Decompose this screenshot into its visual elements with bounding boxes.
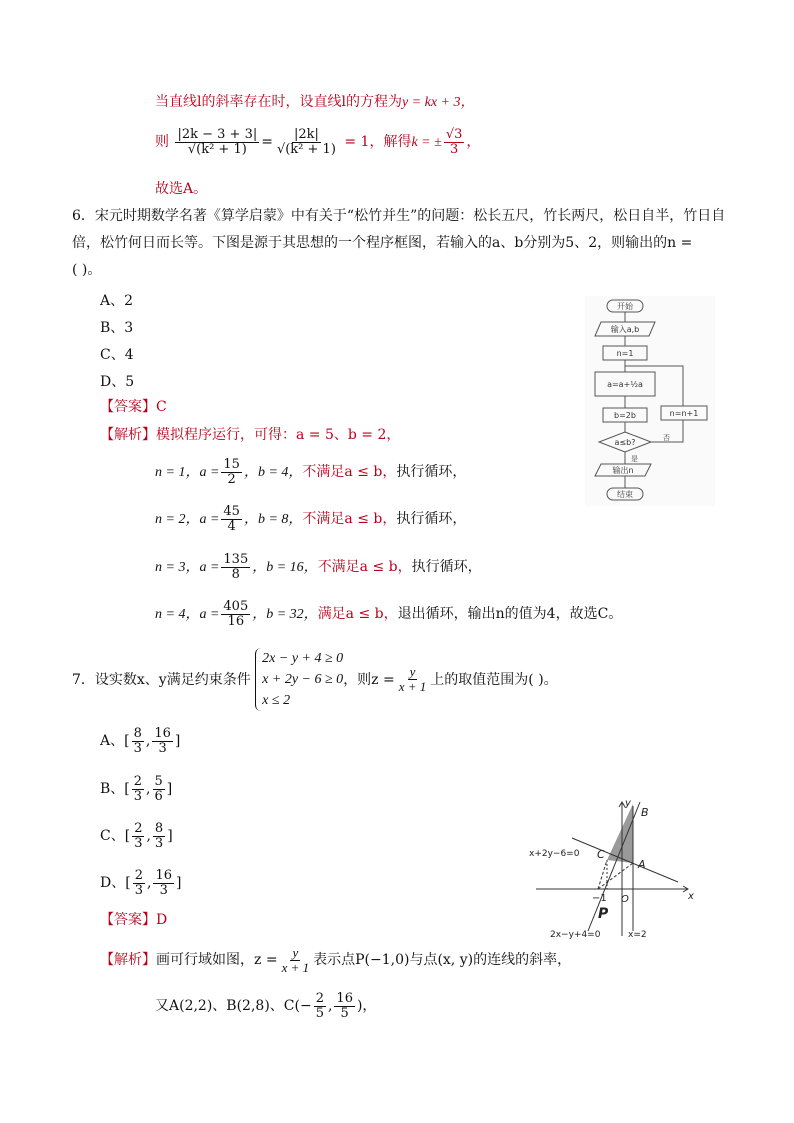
hi-num: 16 bbox=[154, 726, 171, 741]
flow-end: 结束 bbox=[617, 490, 633, 499]
line3-label: x=2 bbox=[628, 930, 647, 940]
q7-analysis-den: x + 1 bbox=[281, 959, 310, 975]
lo-den: 3 bbox=[134, 882, 143, 898]
flow-update-a: a=a+½a bbox=[607, 380, 643, 389]
q7-analysis-frac bbox=[280, 946, 312, 974]
step-num: 15 bbox=[223, 457, 240, 472]
q7-analysis bbox=[100, 946, 571, 974]
q7-constraints bbox=[255, 648, 343, 711]
q6-analysis-intro: 模拟程序运行，可得：a = 5、b = 2， bbox=[156, 427, 401, 443]
q7-z-num: y bbox=[409, 664, 416, 680]
flowchart-svg bbox=[585, 296, 715, 506]
lo-num: 8 bbox=[133, 726, 142, 741]
c-y-den: 5 bbox=[340, 1005, 349, 1021]
point-a-label: A bbox=[638, 858, 646, 871]
step-act: 执行循环， bbox=[411, 559, 482, 576]
q7-stem bbox=[72, 648, 558, 711]
c-x-num: 2 bbox=[315, 991, 324, 1006]
prev-frac1-den: √(k² + 1) bbox=[187, 141, 247, 157]
step-frac bbox=[221, 505, 242, 533]
q6-step-1 bbox=[155, 458, 466, 486]
hi-num: 8 bbox=[154, 821, 164, 836]
q7-points: 又A(2,2)、B(2,8)、C(− $\frac{2}{5}$ , $\frac{16}{5}$ )， bbox=[155, 991, 377, 1021]
step-frac bbox=[221, 458, 242, 486]
step-act: 退出循环，输出n的值为4，故选C。 bbox=[397, 606, 623, 623]
x-axis-label: x bbox=[688, 891, 694, 902]
line2-label: 2x−y+4=0 bbox=[550, 930, 601, 940]
step-den: 2 bbox=[227, 471, 236, 487]
q6-text-line2: 倍，松竹何日而长等。下图是源于其思想的一个程序框图，若输入的a、b分别为5、2，则输出的n = bbox=[72, 235, 693, 251]
prev-k-expr: k = ± bbox=[411, 135, 442, 151]
point-c-label: C bbox=[597, 848, 605, 861]
flow-cond: a≤b? bbox=[614, 438, 636, 447]
c-y-num: 16 bbox=[336, 991, 353, 1006]
step-den: 8 bbox=[231, 566, 240, 582]
step-num: 405 bbox=[223, 599, 249, 614]
hi-den: 6 bbox=[154, 788, 163, 804]
q7-analysis-label: 【解析】 bbox=[100, 952, 156, 969]
step-num: 135 bbox=[223, 552, 249, 567]
step-n: n = 3，a = bbox=[155, 560, 220, 576]
prev-line1-text: 当直线l的斜率存在时，设直线l的方程为 bbox=[155, 94, 402, 110]
graph-svg bbox=[528, 796, 700, 941]
flow-no: 否 bbox=[663, 434, 670, 442]
q6-text-line1: 6．宋元时期数学名著《算学启蒙》中有关于“松竹并生”的问题：松长五尺，竹长两尺，松日自半，竹日自 bbox=[72, 208, 726, 224]
option-label: A、 bbox=[100, 733, 125, 750]
step-b: ，b = 16， bbox=[252, 560, 318, 576]
step-act: 执行循环， bbox=[396, 511, 467, 528]
point-b-label: B bbox=[641, 806, 649, 819]
q7-points-end: )， bbox=[356, 998, 377, 1015]
prev-line1 bbox=[155, 94, 475, 112]
q6-answer-label: 【答案】 bbox=[100, 399, 156, 415]
step-cond: 不满足a ≤ b， bbox=[302, 511, 397, 528]
prev-line2: 则 $\frac{|2k - 3 + 3|}{\text{√(k² + 1)}}$ = $\frac{|2k|}{\text{√(k² + 1)}}$ = 1，解得k = ± $\frac{√3}{3}$ ， bbox=[155, 127, 481, 157]
q7-answer-value: D bbox=[156, 912, 168, 928]
prev-frac2-den: √(k² + 1) bbox=[276, 141, 336, 157]
option-hi bbox=[153, 822, 165, 850]
step-b: ，b = 8， bbox=[243, 512, 303, 528]
q7-suffix: 上的取值范围为( )。 bbox=[430, 671, 558, 688]
step-den: 16 bbox=[227, 613, 245, 629]
q7-option-b: B、[ $\frac{2}{3}$ , $\frac{5}{6}$ ] bbox=[100, 774, 173, 804]
q7-z-den: x + 1 bbox=[398, 679, 427, 694]
step-cond: 不满足a ≤ b， bbox=[302, 464, 397, 481]
prev-frac2-num: |2k| bbox=[293, 127, 319, 142]
c-y-frac bbox=[334, 992, 355, 1020]
flow-incr: n=n+1 bbox=[669, 409, 699, 418]
prev-conclusion: 故选A。 bbox=[155, 181, 208, 197]
step-frac bbox=[221, 600, 250, 628]
step-cond: 不满足a ≤ b， bbox=[317, 559, 412, 576]
option-hi bbox=[153, 869, 174, 897]
prev-frac1 bbox=[175, 128, 259, 156]
feasible-region-graph bbox=[528, 796, 700, 941]
line-pa bbox=[598, 863, 633, 889]
prev-line1-eq: y = kx + 3， bbox=[401, 95, 475, 110]
q6-option-c: C、4 bbox=[100, 347, 134, 363]
option-label: C、 bbox=[100, 828, 125, 845]
prev-frac2 bbox=[275, 128, 338, 156]
prev-end-punct: ， bbox=[466, 134, 481, 151]
step-cond: 满足a ≤ b， bbox=[317, 606, 398, 623]
step-n: n = 2，a = bbox=[155, 512, 220, 528]
lo-den: 3 bbox=[133, 740, 142, 756]
c-x-frac bbox=[314, 992, 326, 1020]
option-lo bbox=[132, 727, 144, 755]
option-label: D、 bbox=[100, 875, 126, 892]
lo-den: 3 bbox=[134, 835, 143, 851]
y-axis-label: y bbox=[625, 798, 631, 809]
step-n: n = 4，a = bbox=[155, 607, 220, 623]
q6-step-3 bbox=[155, 553, 482, 581]
step-n: n = 1，a = bbox=[155, 465, 220, 481]
flow-update-b: b=2b bbox=[614, 411, 636, 420]
line-2xy4 bbox=[588, 802, 640, 931]
q6-analysis-label: 【解析】 bbox=[100, 427, 156, 443]
hi-num: 5 bbox=[154, 774, 163, 789]
line-pc bbox=[598, 860, 607, 889]
origin-label: O bbox=[621, 894, 629, 905]
hi-num: 16 bbox=[155, 868, 172, 883]
point-p-label: P bbox=[598, 906, 609, 922]
q6-analysis bbox=[100, 427, 400, 444]
step-b: ，b = 32， bbox=[252, 607, 318, 623]
q7-points-a: 又A(2,2)、B(2,8)、C(− bbox=[155, 998, 312, 1015]
prev-line2-prefix: 则 bbox=[155, 134, 169, 151]
q6-option-a: A、2 bbox=[100, 293, 134, 309]
q6-step-2 bbox=[155, 505, 466, 533]
hi-den: 3 bbox=[158, 740, 167, 756]
option-lo bbox=[133, 869, 145, 897]
constraint-2: x + 2y − 6 ≥ 0 bbox=[262, 672, 344, 687]
option-hi bbox=[153, 775, 165, 803]
option-label: B、 bbox=[100, 781, 125, 798]
option-lo bbox=[132, 775, 144, 803]
prev-k-den: 3 bbox=[449, 141, 459, 157]
q6-answer-value: C bbox=[156, 399, 167, 415]
q6-text-line3: ( )。 bbox=[72, 262, 102, 278]
flow-output: 输出n bbox=[612, 466, 634, 475]
prev-eq-tail: = 1，解得 bbox=[344, 134, 412, 151]
hi-den: 3 bbox=[154, 835, 164, 851]
q7-z-frac bbox=[397, 665, 429, 693]
prev-frac1-num: |2k − 3 + 3| bbox=[177, 127, 258, 142]
step-frac bbox=[221, 553, 250, 581]
q6-option-d: D、5 bbox=[100, 374, 135, 390]
q7-option-a: A、[ $\frac{8}{3}$ , $\frac{16}{3}$ ] bbox=[100, 726, 181, 756]
flow-init: n=1 bbox=[616, 349, 634, 358]
hi-den: 3 bbox=[159, 882, 168, 898]
step-den: 4 bbox=[227, 518, 236, 534]
flow-input: 输入a,b bbox=[610, 325, 640, 334]
c-x-den: 5 bbox=[315, 1005, 324, 1021]
step-b: ，b = 4， bbox=[243, 465, 303, 481]
lo-num: 2 bbox=[134, 868, 143, 883]
q7-answer bbox=[100, 912, 167, 929]
prev-k-num: √3 bbox=[445, 127, 463, 142]
q7-mid: ，则z = bbox=[343, 671, 395, 688]
q7-analysis-b: 表示点P(−1,0)与点(x, y)的连线的斜率， bbox=[313, 952, 572, 969]
q6-step-4 bbox=[155, 600, 622, 628]
line1-label: x+2y−6=0 bbox=[529, 849, 580, 859]
flow-start: 开始 bbox=[617, 302, 633, 311]
program-flowchart bbox=[585, 296, 715, 506]
constraint-1: 2x − y + 4 ≥ 0 bbox=[262, 651, 344, 666]
q7-answer-label: 【答案】 bbox=[100, 912, 156, 928]
q6-option-b: B、3 bbox=[100, 320, 134, 336]
option-lo bbox=[132, 822, 144, 850]
q7-prefix: 7．设实数x、y满足约束条件 bbox=[72, 671, 251, 688]
option-hi bbox=[152, 727, 173, 755]
neg1-label: −1 bbox=[592, 893, 607, 904]
lo-num: 2 bbox=[133, 774, 143, 789]
constraint-3: x ≤ 2 bbox=[262, 693, 291, 708]
lo-den: 3 bbox=[133, 788, 143, 804]
q7-analysis-a: 画可行域如图，z = bbox=[156, 952, 278, 969]
step-num: 45 bbox=[223, 504, 240, 519]
q7-analysis-num: y bbox=[292, 945, 299, 960]
lo-num: 2 bbox=[134, 821, 143, 836]
prev-k-frac bbox=[444, 128, 465, 156]
q6-answer bbox=[100, 399, 167, 416]
q7-option-d: D、[ $\frac{2}{3}$ , $\frac{16}{3}$ ] bbox=[100, 868, 182, 898]
q7-option-c: C、[ $\frac{2}{3}$ , $\frac{8}{3}$ ] bbox=[100, 821, 173, 851]
flow-yes: 是 bbox=[631, 455, 638, 463]
step-act: 执行循环， bbox=[396, 464, 467, 481]
